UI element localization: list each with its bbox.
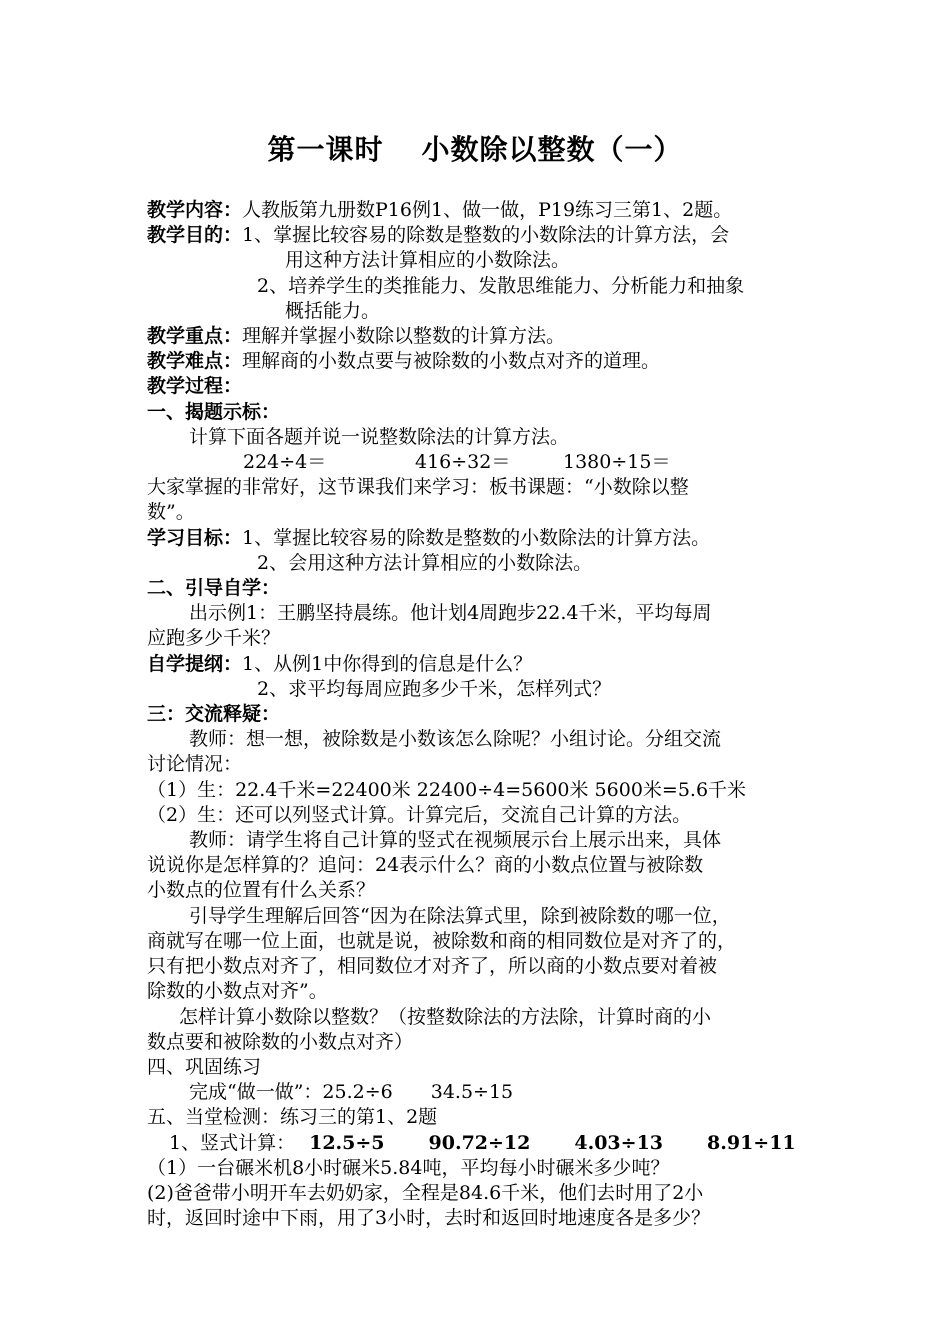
text-line: 教师：请学生将自己计算的竖式在视频展示台上展示出来，具体	[189, 829, 722, 852]
text-line: （1）生：22.4千米=22400米 22400÷4=5600米 5600米=5.6千米	[147, 778, 747, 801]
calc-item: 8.91÷11	[707, 1131, 796, 1154]
text-line: 用这种方法计算相应的小数除法。	[285, 249, 571, 272]
page-title	[0, 130, 950, 170]
text-line: 小数点的位置有什么关系？	[147, 879, 376, 902]
text-line: 除数的小数点对齐”。	[147, 980, 328, 1003]
text-line: 完成“做一做”：25.2÷6 34.5÷15	[189, 1081, 514, 1104]
text-line: 大家掌握的非常好，这节课我们来学习：板书课题：“小数除以整	[147, 476, 689, 499]
section-heading: 一、揭题示标：	[147, 400, 281, 423]
text: 1、掌握比较容易的除数是整数的小数除法的计算方法，会	[242, 224, 730, 247]
teaching-focus	[147, 324, 817, 349]
text: 人教版第九册数P16例1、做一做，P19练习三第1、2题。	[242, 199, 733, 221]
text: 理解商的小数点要与被除数的小数点对齐的道理。	[242, 350, 661, 373]
calc-item: 4.03÷13	[574, 1131, 664, 1154]
text-line: 计算下面各题并说一说整数除法的计算方法。	[189, 425, 570, 448]
text-line: （2）生：还可以列竖式计算。计算完后，交流自己计算的方法。	[147, 803, 692, 826]
teaching-difficulty	[147, 349, 817, 374]
section-heading: 四、巩固练习	[147, 1055, 262, 1078]
text-line: 商就写在哪一位上面，也就是说，被除数和商的相同数位是对齐了的，	[147, 929, 737, 952]
text-line: 2、求平均每周应跑多少千米，怎样列式？	[257, 677, 612, 700]
teaching-content	[147, 198, 817, 223]
text-line: 只有把小数点对齐了，相同数位才对齐了，所以商的小数点要对着被	[147, 955, 718, 978]
text-line: 怎样计算小数除以整数？（按整数除法的方法除，计算时商的小	[179, 1005, 712, 1028]
text-line: 数点要和被除数的小数点对齐）	[147, 1030, 414, 1053]
equation: 416÷32＝	[415, 451, 511, 474]
text-line: 数”。	[147, 501, 195, 524]
text-line: 时，返回时途中下雨，用了3小时，去时和返回时地速度各是多少？	[147, 1207, 711, 1230]
text-line: 说说你是怎样算的？追问：24表示什么？商的小数点位置与被除数	[147, 854, 704, 877]
equation: 224÷4＝	[243, 451, 327, 474]
text: 1、掌握比较容易的除数是整数的小数除法的计算方法。	[242, 526, 711, 549]
equation-row	[147, 450, 817, 475]
text-line: 讨论情况：	[147, 753, 243, 776]
text: 1、从例1中你得到的信息是什么？	[242, 652, 533, 675]
calc-item: 12.5÷5	[309, 1131, 385, 1154]
text-line: 2、培养学生的类推能力、发散思维能力、分析能力和抽象	[257, 274, 745, 297]
section-heading: 教学过程：	[147, 375, 243, 398]
text-line: (2)爸爸带小明开车去奶奶家，全程是84.6千米，他们去时用了2小	[147, 1181, 704, 1204]
section-heading: 五、当堂检测：练习三的第1、2题	[147, 1106, 438, 1129]
document-body	[147, 198, 817, 1231]
calc-row	[147, 1131, 817, 1156]
label: 教学难点：	[147, 350, 243, 373]
text-line: 概括能力。	[285, 299, 381, 322]
teaching-goals	[147, 223, 817, 248]
equation: 1380÷15＝	[563, 451, 671, 474]
section-heading: 二、引导自学：	[147, 577, 281, 600]
calc-prefix: 1、竖式计算：	[169, 1131, 296, 1154]
text-line: 引导学生理解后回答“因为在除法算式里，除到被除数的哪一位，	[189, 904, 731, 927]
label: 学习目标：	[147, 526, 243, 549]
text-line: 教师：想一想，被除数是小数该怎么除呢？小组讨论。分组交流	[189, 728, 722, 751]
text: 理解并掌握小数除以整数的计算方法。	[242, 325, 566, 348]
learning-goals	[147, 526, 817, 551]
title-part1: 第一课时	[267, 133, 384, 166]
text-line: 出示例1：王鹏坚持晨练。他计划4周跑步22.4千米，平均每周	[189, 602, 712, 625]
section-heading: 三：交流释疑：	[147, 703, 281, 726]
text-line: 应跑多少千米？	[147, 627, 281, 650]
text-line: （1）一台碾米机8小时碾米5.84吨，平均每小时碾米多少吨？	[147, 1156, 670, 1179]
title-part2: 小数除以整数（一）	[421, 133, 683, 166]
label: 教学内容：	[147, 199, 243, 221]
label: 自学提纲：	[147, 652, 243, 675]
study-outline	[147, 652, 817, 677]
label: 教学目的：	[147, 224, 243, 247]
calc-item: 90.72÷12	[428, 1131, 531, 1154]
text-line: 2、会用这种方法计算相应的小数除法。	[257, 551, 593, 574]
label: 教学重点：	[147, 325, 243, 348]
